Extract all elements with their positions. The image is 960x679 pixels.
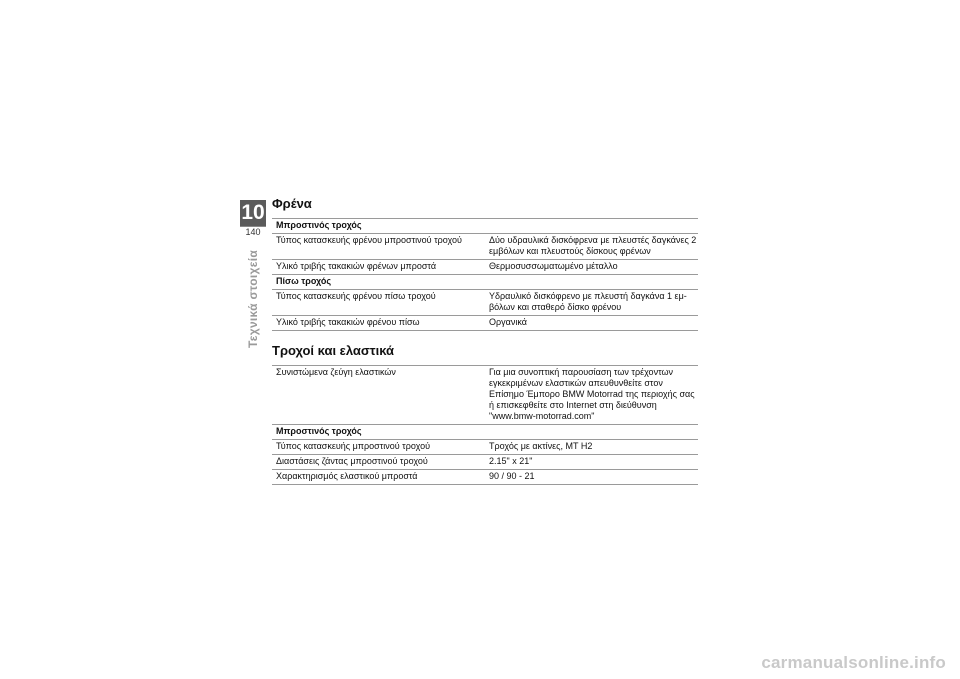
table-subheading-row [272, 425, 698, 440]
table-row [272, 260, 698, 275]
table-subheading-row [272, 275, 698, 290]
table-row [272, 366, 698, 425]
front-wheel-subheading: Μπροστινός τροχός [272, 219, 698, 234]
row-label: Υλικό τριβής τακακιών φρένου πίσω [272, 316, 485, 331]
row-label: Τύπος κατασκευής μπροστινού τροχού [272, 440, 485, 455]
front-wheel-subheading: Μπροστινός τροχός [272, 425, 698, 440]
table-row [272, 290, 698, 316]
row-value: Υδραυλικό δισκόφρενο με πλευστή δαγκάνα 1 εμ-βόλων και σταθερό δίσκο φρένου [485, 290, 698, 316]
watermark: carmanualsonline.info [761, 653, 946, 672]
row-label: Χαρακτηρισμός ελαστικού μπροστά [272, 470, 485, 485]
table-row [272, 455, 698, 470]
row-value: 90 / 90 - 21 [485, 470, 698, 485]
brakes-table [272, 218, 698, 331]
chapter-title-vertical: Τεχνικά στοιχεία [246, 250, 260, 349]
row-value: Τροχός με ακτίνες, MT H2 [485, 440, 698, 455]
row-label: Τύπος κατασκευής φρένου πίσω τροχού [272, 290, 485, 316]
rear-wheel-subheading: Πίσω τροχός [272, 275, 698, 290]
row-value: Οργανικά [485, 316, 698, 331]
table-row [272, 234, 698, 260]
brakes-heading: Φρένα [272, 196, 312, 211]
wheels-heading: Τροχοί και ελαστικά [272, 343, 395, 358]
table-row [272, 470, 698, 485]
row-label: Συνιστώμενα ζεύγη ελαστικών [272, 366, 485, 425]
table-row [272, 316, 698, 331]
row-label: Τύπος κατασκευής φρένου μπροστινού τροχού [272, 234, 485, 260]
page-content [272, 196, 698, 485]
row-value: Για μια συνοπτική παρουσίαση των τρέχοντων εγκεκριμένων ελαστικών απευθυνθείτε στον Επίσημο Έμπορο BMW Motorrad της περιοχής σας ή επισκεφθείτε στο Internet στη διεύθυνση "www.bmw-motorrad.com" [485, 366, 698, 425]
row-value: Δύο υδραυλικά δισκόφρενα με πλευστές δαγκάνες 2 εμβόλων και πλευστούς δίσκους φρένων [485, 234, 698, 260]
row-value: Θερμοσυσσωματωμένο μέταλλο [485, 260, 698, 275]
row-label: Διαστάσεις ζάντας μπροστινού τροχού [272, 455, 485, 470]
row-value: 2.15" x 21" [485, 455, 698, 470]
table-subheading-row [272, 219, 698, 234]
chapter-tab [240, 200, 266, 238]
table-row [272, 440, 698, 455]
row-label: Υλικό τριβής τακακιών φρένων μπροστά [272, 260, 485, 275]
chapter-number: 10 [241, 201, 265, 224]
page-number: 140 [240, 226, 266, 238]
wheels-table [272, 365, 698, 485]
